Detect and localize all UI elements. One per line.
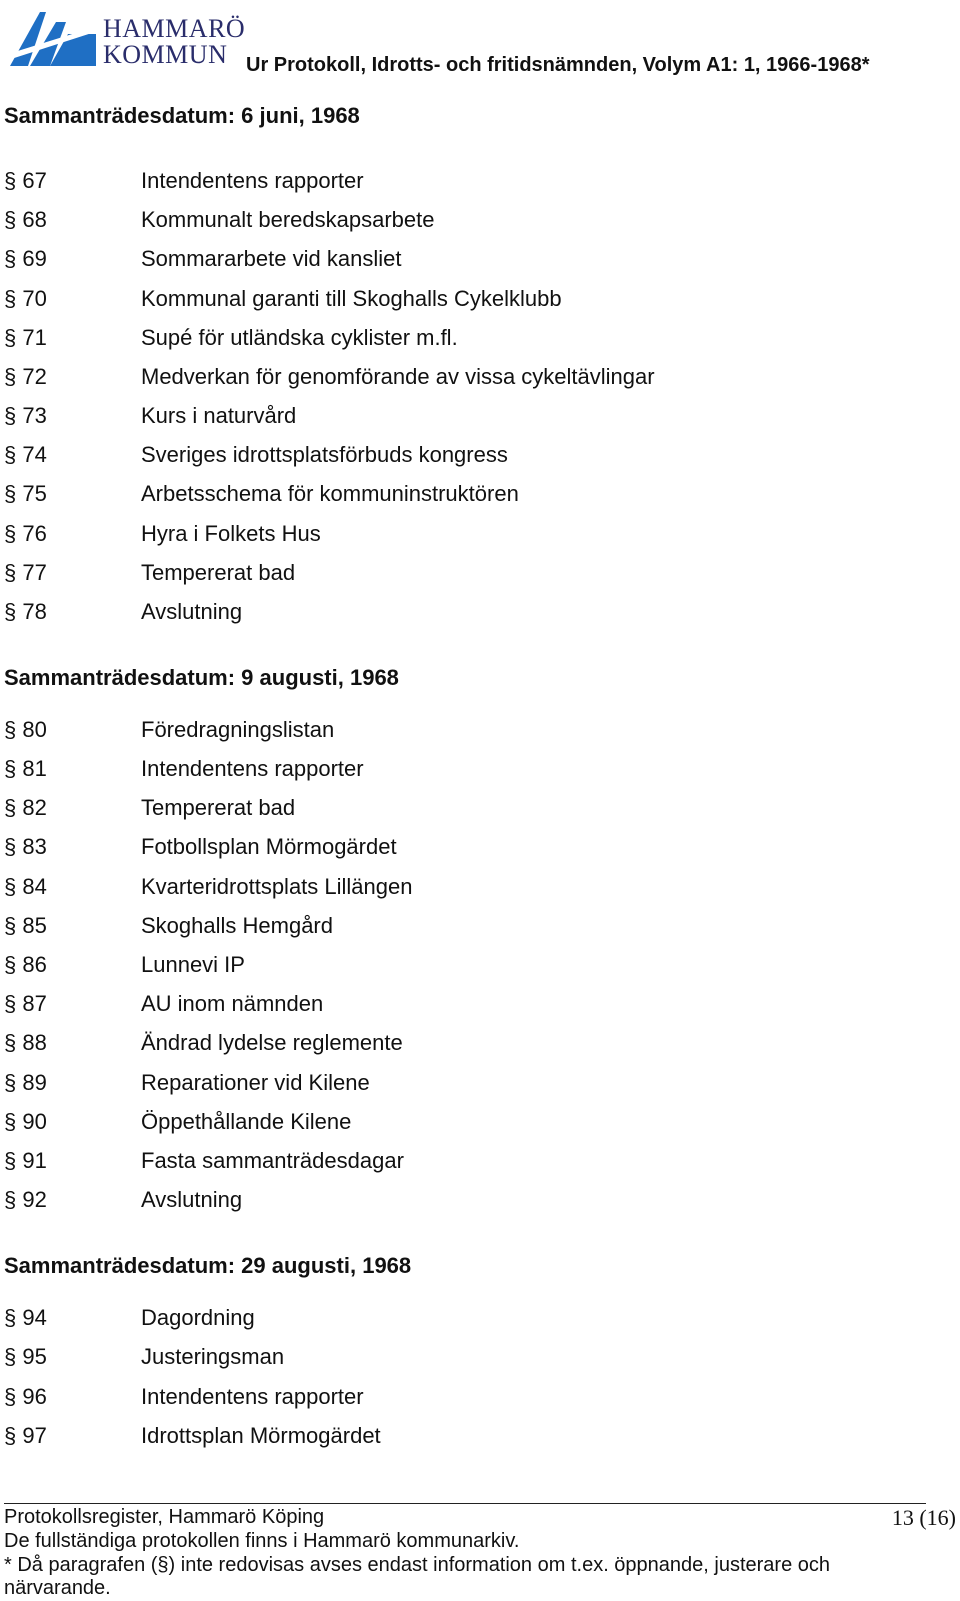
paragraph-number: § 67 (4, 168, 47, 193)
item-title: Skoghalls Hemgård (141, 913, 333, 938)
item-title: Föredragningslistan (141, 717, 335, 742)
paragraph-number: § 74 (4, 442, 47, 467)
paragraph-number: § 72 (4, 364, 47, 389)
paragraph-number: § 80 (4, 717, 47, 742)
paragraph-number: § 70 (4, 286, 47, 311)
section-heading-1: Sammanträdesdatum: 6 juni, 1968 (4, 103, 360, 128)
section-heading-3: Sammanträdesdatum: 29 augusti, 1968 (4, 1253, 412, 1278)
footer-footnote-continued: närvarande. (4, 1577, 111, 1599)
paragraph-number: § 97 (4, 1423, 47, 1448)
item-title: Kommunal garanti till Skoghalls Cykelklubb (141, 286, 562, 311)
paragraph-number: § 77 (4, 560, 47, 585)
item-title: Fasta sammanträdesdagar (141, 1148, 404, 1173)
paragraph-number: § 68 (4, 207, 47, 232)
paragraph-number: § 85 (4, 913, 47, 938)
item-title: Idrottsplan Mörmogärdet (141, 1423, 381, 1448)
paragraph-number: § 89 (4, 1070, 47, 1095)
paragraph-number: § 82 (4, 795, 47, 820)
paragraph-number: § 75 (4, 481, 47, 506)
item-title: Intendentens rapporter (141, 168, 364, 193)
footer-footnote: * Då paragrafen (§) inte redovisas avses endast information om t.ex. öppnande, justerare och (4, 1554, 831, 1576)
section-heading-2: Sammanträdesdatum: 9 augusti, 1968 (4, 665, 399, 690)
paragraph-number: § 95 (4, 1344, 47, 1369)
item-title: Arbetsschema för kommuninstruktören (141, 481, 519, 506)
paragraph-number: § 87 (4, 991, 47, 1016)
item-title: Lunnevi IP (141, 952, 245, 977)
item-title: Intendentens rapporter (141, 756, 364, 781)
paragraph-number: § 81 (4, 756, 47, 781)
paragraph-number: § 91 (4, 1148, 47, 1173)
page-number: 13 (16) (891, 1505, 956, 1530)
item-title: Kvarteridrottsplats Lillängen (141, 874, 413, 899)
document-title: Ur Protokoll, Idrotts- och fritidsnämnden, Volym A1: 1, 1966-1968* (246, 54, 870, 76)
footer-register-name: Protokollsregister, Hammarö Köping (4, 1506, 325, 1528)
logo-line-hammaro: HAMMARÖ (103, 14, 246, 43)
paragraph-number: § 83 (4, 834, 47, 859)
hammaro-kommun-logo (6, 4, 246, 74)
item-title: Ändrad lydelse reglemente (141, 1030, 403, 1055)
item-title: Tempererat bad (141, 795, 296, 820)
item-title: Dagordning (141, 1305, 255, 1330)
item-title: Reparationer vid Kilene (141, 1070, 370, 1095)
logo-line-kommun: KOMMUN (103, 40, 228, 69)
paragraph-number: § 71 (4, 325, 47, 350)
paragraph-number: § 88 (4, 1030, 47, 1055)
paragraph-number: § 94 (4, 1305, 47, 1330)
item-title: Tempererat bad (141, 560, 296, 585)
paragraph-number: § 92 (4, 1187, 47, 1212)
item-title: Sommararbete vid kansliet (141, 246, 402, 271)
item-title: Intendentens rapporter (141, 1384, 364, 1409)
item-title: Öppethållande Kilene (141, 1109, 352, 1134)
paragraph-number: § 73 (4, 403, 47, 428)
paragraph-number: § 76 (4, 521, 47, 546)
paragraph-number: § 69 (4, 246, 47, 271)
item-title: Avslutning (141, 599, 243, 624)
item-title: AU inom nämnden (141, 991, 324, 1016)
paragraph-number: § 86 (4, 952, 47, 977)
item-title: Sveriges idrottsplatsförbuds kongress (141, 442, 508, 467)
item-title: Fotbollsplan Mörmogärdet (141, 834, 397, 859)
paragraph-number: § 84 (4, 874, 47, 899)
item-title: Supé för utländska cyklister m.fl. (141, 325, 458, 350)
paragraph-number: § 96 (4, 1384, 47, 1409)
footer-archive-note: De fullständiga protokollen finns i Hammarö kommunarkiv. (4, 1530, 520, 1552)
item-title: Hyra i Folkets Hus (141, 521, 321, 546)
item-title: Kommunalt beredskapsarbete (141, 207, 435, 232)
item-title: Kurs i naturvård (141, 403, 297, 428)
item-title: Avslutning (141, 1187, 243, 1212)
paragraph-number: § 78 (4, 599, 47, 624)
paragraph-number: § 90 (4, 1109, 47, 1134)
footer-divider (4, 1503, 926, 1504)
item-title: Justeringsman (141, 1344, 285, 1369)
item-title: Medverkan för genomförande av vissa cykeltävlingar (141, 364, 655, 389)
logo-wordmark (103, 16, 245, 68)
hammaro-emblem-icon (6, 4, 101, 70)
